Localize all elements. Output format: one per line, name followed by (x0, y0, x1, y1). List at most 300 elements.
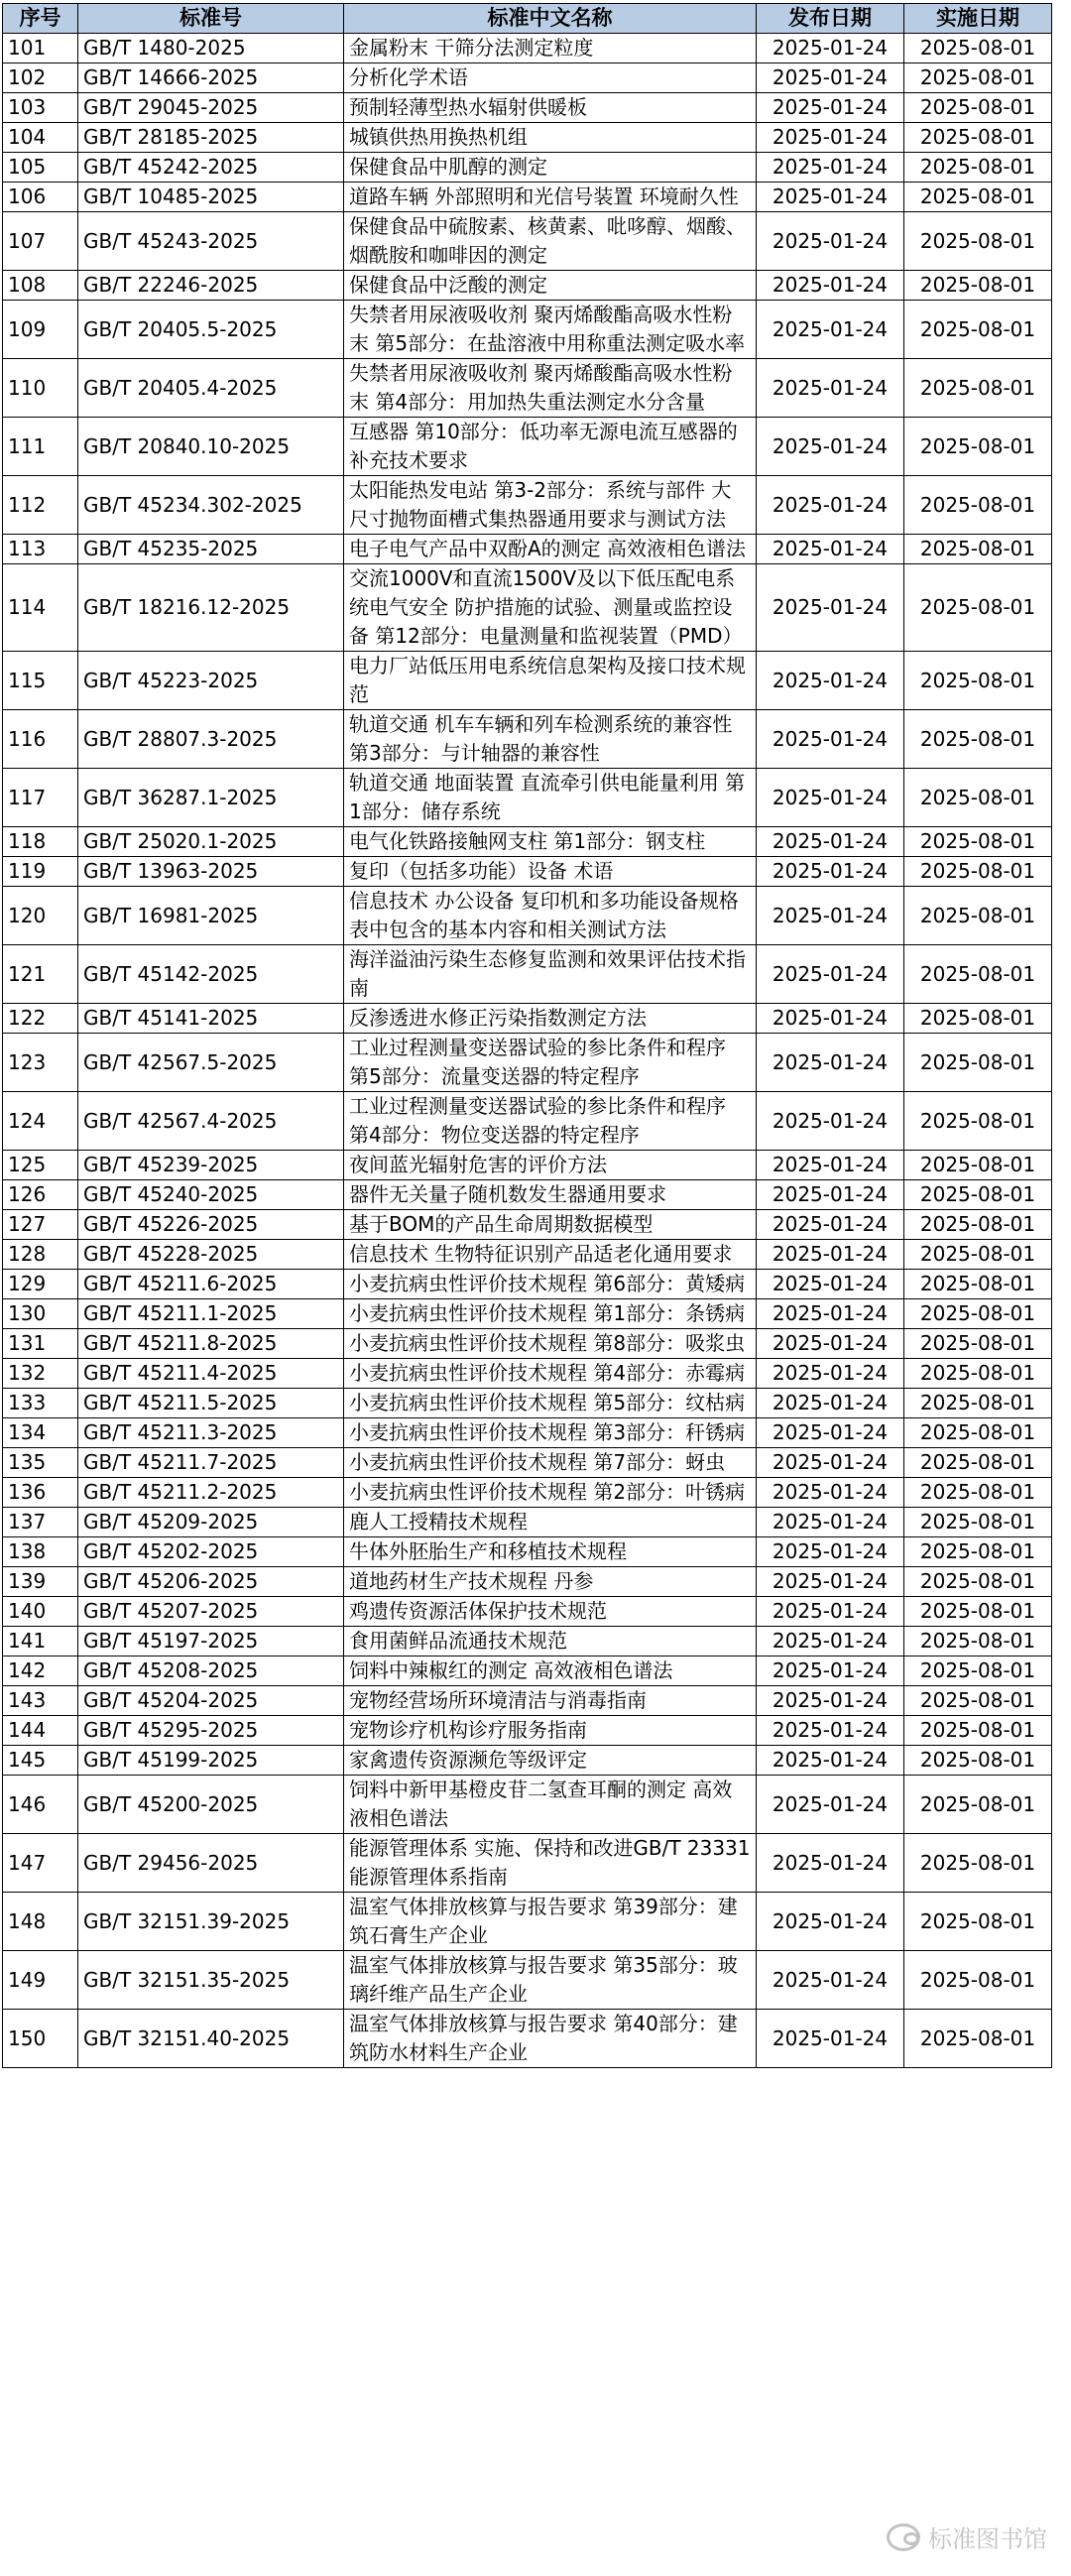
cell-standard-name: 交流1000V和直流1500V及以下低压配电系统电气安全 防护措施的试验、测量或监控设备 第12部分：电量测量和监视装置（PMD） (344, 564, 757, 652)
header-name: 标准中文名称 (344, 4, 757, 34)
cell-publish-date: 2025-01-24 (757, 710, 904, 769)
watermark (887, 2519, 1047, 2554)
cell-standard-code: GB/T 45226-2025 (78, 1210, 344, 1240)
cell-implement-date: 2025-08-01 (904, 183, 1052, 212)
cell-implement-date: 2025-08-01 (904, 1004, 1052, 1034)
cell-publish-date: 2025-01-24 (757, 1478, 904, 1508)
cell-standard-code: GB/T 45235-2025 (78, 535, 344, 564)
table-row (3, 183, 1052, 212)
cell-implement-date: 2025-08-01 (904, 1951, 1052, 2010)
cell-implement-date: 2025-08-01 (904, 769, 1052, 827)
cell-publish-date: 2025-01-24 (757, 1448, 904, 1478)
cell-standard-code: GB/T 45211.3-2025 (78, 1418, 344, 1448)
cell-implement-date: 2025-08-01 (904, 1746, 1052, 1776)
cell-standard-name: 小麦抗病虫性评价技术规程 第4部分：赤霉病 (344, 1359, 757, 1389)
cell-standard-code: GB/T 1480-2025 (78, 34, 344, 63)
cell-serial: 130 (3, 1299, 78, 1329)
cell-serial: 106 (3, 183, 78, 212)
cell-standard-name: 保健食品中硫胺素、核黄素、吡哆醇、烟酸、烟酰胺和咖啡因的测定 (344, 212, 757, 271)
cell-standard-code: GB/T 45142-2025 (78, 945, 344, 1004)
cell-standard-code: GB/T 45207-2025 (78, 1597, 344, 1627)
cell-standard-code: GB/T 45211.4-2025 (78, 1359, 344, 1389)
cell-publish-date: 2025-01-24 (757, 418, 904, 476)
cell-publish-date: 2025-01-24 (757, 123, 904, 153)
cell-implement-date: 2025-08-01 (904, 1034, 1052, 1092)
cell-standard-name: 鹿人工授精技术规程 (344, 1508, 757, 1537)
table-row (3, 123, 1052, 153)
cell-standard-name: 饲料中新甲基橙皮苷二氢查耳酮的测定 高效液相色谱法 (344, 1776, 757, 1834)
cell-standard-name: 小麦抗病虫性评价技术规程 第5部分：纹枯病 (344, 1389, 757, 1418)
table-row (3, 827, 1052, 857)
cell-publish-date: 2025-01-24 (757, 63, 904, 93)
cell-publish-date: 2025-01-24 (757, 93, 904, 123)
cell-standard-name: 分析化学术语 (344, 63, 757, 93)
cell-publish-date: 2025-01-24 (757, 857, 904, 887)
cell-serial: 101 (3, 34, 78, 63)
cell-publish-date: 2025-01-24 (757, 2010, 904, 2068)
cell-publish-date: 2025-01-24 (757, 1746, 904, 1776)
table-row (3, 1893, 1052, 1951)
standards-table (2, 3, 1052, 2068)
table-row (3, 301, 1052, 359)
cell-serial: 131 (3, 1329, 78, 1359)
cell-publish-date: 2025-01-24 (757, 1151, 904, 1180)
cell-publish-date: 2025-01-24 (757, 1686, 904, 1716)
cell-standard-code: GB/T 45239-2025 (78, 1151, 344, 1180)
cell-publish-date: 2025-01-24 (757, 1537, 904, 1567)
table-row (3, 1716, 1052, 1746)
cell-serial: 147 (3, 1834, 78, 1893)
header-serial: 序号 (3, 4, 78, 34)
table-row (3, 1508, 1052, 1537)
cell-implement-date: 2025-08-01 (904, 1180, 1052, 1210)
cell-standard-name: 反渗透进水修正污染指数测定方法 (344, 1004, 757, 1034)
cell-serial: 122 (3, 1004, 78, 1034)
cell-standard-code: GB/T 42567.5-2025 (78, 1034, 344, 1092)
cell-standard-code: GB/T 32151.35-2025 (78, 1951, 344, 2010)
table-row (3, 887, 1052, 945)
table-row (3, 93, 1052, 123)
cell-serial: 149 (3, 1951, 78, 2010)
cell-implement-date: 2025-08-01 (904, 1092, 1052, 1151)
table-row (3, 1151, 1052, 1180)
cell-serial: 124 (3, 1092, 78, 1151)
cell-standard-name: 城镇供热用换热机组 (344, 123, 757, 153)
cell-publish-date: 2025-01-24 (757, 1004, 904, 1034)
table-row (3, 1448, 1052, 1478)
cell-standard-code: GB/T 25020.1-2025 (78, 827, 344, 857)
cell-standard-code: GB/T 45211.7-2025 (78, 1448, 344, 1478)
cell-standard-name: 海洋溢油污染生态修复监测和效果评估技术指南 (344, 945, 757, 1004)
cell-implement-date: 2025-08-01 (904, 1656, 1052, 1686)
cell-publish-date: 2025-01-24 (757, 271, 904, 301)
cell-implement-date: 2025-08-01 (904, 1418, 1052, 1448)
cell-standard-name: 互感器 第10部分：低功率无源电流互感器的补充技术要求 (344, 418, 757, 476)
cell-serial: 129 (3, 1270, 78, 1299)
cell-implement-date: 2025-08-01 (904, 153, 1052, 183)
table-row (3, 769, 1052, 827)
cell-standard-code: GB/T 18216.12-2025 (78, 564, 344, 652)
cell-implement-date: 2025-08-01 (904, 652, 1052, 710)
cell-serial: 139 (3, 1567, 78, 1597)
table-row (3, 1329, 1052, 1359)
table-row (3, 153, 1052, 183)
cell-publish-date: 2025-01-24 (757, 1210, 904, 1240)
header-publish-date: 发布日期 (757, 4, 904, 34)
cell-publish-date: 2025-01-24 (757, 1627, 904, 1656)
cell-publish-date: 2025-01-24 (757, 1034, 904, 1092)
cell-serial: 128 (3, 1240, 78, 1270)
cell-implement-date: 2025-08-01 (904, 271, 1052, 301)
cell-standard-code: GB/T 45223-2025 (78, 652, 344, 710)
cell-standard-name: 温室气体排放核算与报告要求 第39部分：建筑石膏生产企业 (344, 1893, 757, 1951)
table-row (3, 2010, 1052, 2068)
cell-serial: 141 (3, 1627, 78, 1656)
cell-standard-code: GB/T 45141-2025 (78, 1004, 344, 1034)
table-row (3, 1270, 1052, 1299)
cell-implement-date: 2025-08-01 (904, 418, 1052, 476)
cell-publish-date: 2025-01-24 (757, 359, 904, 418)
cell-publish-date: 2025-01-24 (757, 1240, 904, 1270)
table-header (3, 4, 1052, 34)
table-row (3, 945, 1052, 1004)
cell-standard-name: 金属粉末 干筛分法测定粒度 (344, 34, 757, 63)
cell-standard-name: 轨道交通 机车车辆和列车检测系统的兼容性 第3部分：与计轴器的兼容性 (344, 710, 757, 769)
cell-publish-date: 2025-01-24 (757, 183, 904, 212)
cell-standard-name: 小麦抗病虫性评价技术规程 第6部分：黄矮病 (344, 1270, 757, 1299)
cell-serial: 138 (3, 1537, 78, 1567)
cell-implement-date: 2025-08-01 (904, 1151, 1052, 1180)
cell-publish-date: 2025-01-24 (757, 1092, 904, 1151)
cell-publish-date: 2025-01-24 (757, 1597, 904, 1627)
cell-standard-name: 小麦抗病虫性评价技术规程 第7部分：蚜虫 (344, 1448, 757, 1478)
cell-publish-date: 2025-01-24 (757, 476, 904, 535)
header-row (3, 4, 1052, 34)
cell-standard-name: 电气化铁路接触网支柱 第1部分：钢支柱 (344, 827, 757, 857)
cell-serial: 102 (3, 63, 78, 93)
cell-standard-code: GB/T 28807.3-2025 (78, 710, 344, 769)
cell-publish-date: 2025-01-24 (757, 153, 904, 183)
cell-standard-name: 能源管理体系 实施、保持和改进GB/T 23331能源管理体系指南 (344, 1834, 757, 1893)
cell-standard-code: GB/T 32151.40-2025 (78, 2010, 344, 2068)
cell-standard-code: GB/T 20840.10-2025 (78, 418, 344, 476)
table-row (3, 1092, 1052, 1151)
cell-serial: 125 (3, 1151, 78, 1180)
cell-standard-code: GB/T 22246-2025 (78, 271, 344, 301)
cell-standard-code: GB/T 45242-2025 (78, 153, 344, 183)
cell-implement-date: 2025-08-01 (904, 710, 1052, 769)
table-row (3, 1389, 1052, 1418)
cell-standard-code: GB/T 32151.39-2025 (78, 1893, 344, 1951)
cell-implement-date: 2025-08-01 (904, 212, 1052, 271)
table-row (3, 1686, 1052, 1716)
cell-serial: 123 (3, 1034, 78, 1092)
cell-serial: 148 (3, 1893, 78, 1951)
cell-implement-date: 2025-08-01 (904, 535, 1052, 564)
table-row (3, 1210, 1052, 1240)
cell-standard-name: 复印（包括多功能）设备 术语 (344, 857, 757, 887)
cell-standard-code: GB/T 45243-2025 (78, 212, 344, 271)
cell-implement-date: 2025-08-01 (904, 1478, 1052, 1508)
cell-standard-name: 预制轻薄型热水辐射供暖板 (344, 93, 757, 123)
cell-implement-date: 2025-08-01 (904, 1359, 1052, 1389)
table-row (3, 652, 1052, 710)
cell-standard-name: 小麦抗病虫性评价技术规程 第2部分：叶锈病 (344, 1478, 757, 1508)
table-row (3, 1359, 1052, 1389)
cell-serial: 103 (3, 93, 78, 123)
cell-serial: 140 (3, 1597, 78, 1627)
cell-serial: 126 (3, 1180, 78, 1210)
cell-implement-date: 2025-08-01 (904, 564, 1052, 652)
cell-implement-date: 2025-08-01 (904, 476, 1052, 535)
cell-implement-date: 2025-08-01 (904, 1448, 1052, 1478)
cell-publish-date: 2025-01-24 (757, 1270, 904, 1299)
table-row (3, 1951, 1052, 2010)
cell-implement-date: 2025-08-01 (904, 1776, 1052, 1834)
cell-standard-name: 道地药材生产技术规程 丹参 (344, 1567, 757, 1597)
cell-implement-date: 2025-08-01 (904, 1834, 1052, 1893)
cell-serial: 143 (3, 1686, 78, 1716)
cell-implement-date: 2025-08-01 (904, 1716, 1052, 1746)
cell-implement-date: 2025-08-01 (904, 1210, 1052, 1240)
watermark-text: 标准图书馆 (928, 2525, 1047, 2553)
cell-serial: 146 (3, 1776, 78, 1834)
cell-standard-code: GB/T 45211.5-2025 (78, 1389, 344, 1418)
cell-standard-code: GB/T 45211.1-2025 (78, 1299, 344, 1329)
cell-publish-date: 2025-01-24 (757, 945, 904, 1004)
cell-standard-name: 牛体外胚胎生产和移植技术规程 (344, 1537, 757, 1567)
cell-standard-name: 信息技术 办公设备 复印机和多功能设备规格表中包含的基本内容和相关测试方法 (344, 887, 757, 945)
cell-implement-date: 2025-08-01 (904, 1299, 1052, 1329)
cell-implement-date: 2025-08-01 (904, 1597, 1052, 1627)
cell-publish-date: 2025-01-24 (757, 1834, 904, 1893)
standards-table-container (2, 3, 1052, 2068)
table-row (3, 34, 1052, 63)
table-row (3, 63, 1052, 93)
table-body (3, 34, 1052, 2068)
cell-serial: 113 (3, 535, 78, 564)
cell-standard-code: GB/T 45211.8-2025 (78, 1329, 344, 1359)
cell-publish-date: 2025-01-24 (757, 535, 904, 564)
table-row (3, 1240, 1052, 1270)
cell-implement-date: 2025-08-01 (904, 1270, 1052, 1299)
cell-standard-name: 电力厂站低压用电系统信息架构及接口技术规范 (344, 652, 757, 710)
cell-publish-date: 2025-01-24 (757, 1951, 904, 2010)
cell-standard-name: 宠物诊疗机构诊疗服务指南 (344, 1716, 757, 1746)
cell-standard-name: 道路车辆 外部照明和光信号装置 环境耐久性 (344, 183, 757, 212)
cell-standard-name: 器件无关量子随机数发生器通用要求 (344, 1180, 757, 1210)
cell-publish-date: 2025-01-24 (757, 1418, 904, 1448)
cell-implement-date: 2025-08-01 (904, 857, 1052, 887)
cell-publish-date: 2025-01-24 (757, 1716, 904, 1746)
cell-serial: 109 (3, 301, 78, 359)
cell-implement-date: 2025-08-01 (904, 1389, 1052, 1418)
table-row (3, 1834, 1052, 1893)
cell-serial: 115 (3, 652, 78, 710)
cell-serial: 107 (3, 212, 78, 271)
table-row (3, 271, 1052, 301)
cell-standard-name: 工业过程测量变送器试验的参比条件和程序 第4部分：物位变送器的特定程序 (344, 1092, 757, 1151)
cell-publish-date: 2025-01-24 (757, 769, 904, 827)
cell-serial: 114 (3, 564, 78, 652)
cell-standard-code: GB/T 45206-2025 (78, 1567, 344, 1597)
cell-serial: 110 (3, 359, 78, 418)
cell-serial: 118 (3, 827, 78, 857)
cell-implement-date: 2025-08-01 (904, 1508, 1052, 1537)
cell-serial: 121 (3, 945, 78, 1004)
cell-serial: 150 (3, 2010, 78, 2068)
table-row (3, 1627, 1052, 1656)
cell-serial: 142 (3, 1656, 78, 1686)
cell-implement-date: 2025-08-01 (904, 827, 1052, 857)
table-row (3, 710, 1052, 769)
cell-publish-date: 2025-01-24 (757, 301, 904, 359)
table-row (3, 1004, 1052, 1034)
cell-implement-date: 2025-08-01 (904, 1537, 1052, 1567)
cell-standard-name: 基于BOM的产品生命周期数据模型 (344, 1210, 757, 1240)
cell-standard-code: GB/T 16981-2025 (78, 887, 344, 945)
cell-implement-date: 2025-08-01 (904, 1240, 1052, 1270)
cell-serial: 144 (3, 1716, 78, 1746)
cell-standard-code: GB/T 45211.2-2025 (78, 1478, 344, 1508)
cell-standard-code: GB/T 45209-2025 (78, 1508, 344, 1537)
cell-standard-code: GB/T 29456-2025 (78, 1834, 344, 1893)
table-row (3, 212, 1052, 271)
cell-publish-date: 2025-01-24 (757, 1508, 904, 1537)
cell-standard-name: 温室气体排放核算与报告要求 第35部分：玻璃纤维产品生产企业 (344, 1951, 757, 2010)
table-row (3, 359, 1052, 418)
table-row (3, 1776, 1052, 1834)
table-row (3, 1034, 1052, 1092)
cell-serial: 136 (3, 1478, 78, 1508)
cell-standard-name: 宠物经营场所环境清洁与消毒指南 (344, 1686, 757, 1716)
cell-standard-code: GB/T 45240-2025 (78, 1180, 344, 1210)
cell-implement-date: 2025-08-01 (904, 63, 1052, 93)
cell-standard-name: 失禁者用尿液吸收剂 聚丙烯酸酯高吸水性粉末 第5部分：在盐溶液中用称重法测定吸水率 (344, 301, 757, 359)
cell-implement-date: 2025-08-01 (904, 1893, 1052, 1951)
cell-standard-name: 饲料中辣椒红的测定 高效液相色谱法 (344, 1656, 757, 1686)
cell-standard-code: GB/T 45208-2025 (78, 1656, 344, 1686)
cell-publish-date: 2025-01-24 (757, 1776, 904, 1834)
cell-implement-date: 2025-08-01 (904, 34, 1052, 63)
cell-implement-date: 2025-08-01 (904, 301, 1052, 359)
cell-standard-code: GB/T 14666-2025 (78, 63, 344, 93)
cell-standard-code: GB/T 20405.4-2025 (78, 359, 344, 418)
table-row (3, 857, 1052, 887)
cell-publish-date: 2025-01-24 (757, 564, 904, 652)
cell-implement-date: 2025-08-01 (904, 887, 1052, 945)
cell-serial: 116 (3, 710, 78, 769)
cell-serial: 108 (3, 271, 78, 301)
cell-standard-code: GB/T 20405.5-2025 (78, 301, 344, 359)
cell-publish-date: 2025-01-24 (757, 1893, 904, 1951)
cell-serial: 117 (3, 769, 78, 827)
table-row (3, 1746, 1052, 1776)
cell-standard-code: GB/T 45200-2025 (78, 1776, 344, 1834)
cell-implement-date: 2025-08-01 (904, 1567, 1052, 1597)
cell-standard-code: GB/T 45204-2025 (78, 1686, 344, 1716)
cell-standard-name: 小麦抗病虫性评价技术规程 第8部分：吸浆虫 (344, 1329, 757, 1359)
cell-implement-date: 2025-08-01 (904, 1686, 1052, 1716)
cell-implement-date: 2025-08-01 (904, 1627, 1052, 1656)
cell-standard-name: 夜间蓝光辐射危害的评价方法 (344, 1151, 757, 1180)
cell-publish-date: 2025-01-24 (757, 34, 904, 63)
cell-publish-date: 2025-01-24 (757, 1180, 904, 1210)
cell-implement-date: 2025-08-01 (904, 359, 1052, 418)
cell-standard-name: 食用菌鲜品流通技术规范 (344, 1627, 757, 1656)
cell-serial: 104 (3, 123, 78, 153)
cell-serial: 134 (3, 1418, 78, 1448)
table-row (3, 1478, 1052, 1508)
cell-standard-name: 电子电气产品中双酚A的测定 高效液相色谱法 (344, 535, 757, 564)
cell-standard-code: GB/T 45197-2025 (78, 1627, 344, 1656)
cell-standard-name: 信息技术 生物特征识别产品适老化通用要求 (344, 1240, 757, 1270)
cell-serial: 133 (3, 1389, 78, 1418)
cell-implement-date: 2025-08-01 (904, 2010, 1052, 2068)
cell-standard-code: GB/T 45199-2025 (78, 1746, 344, 1776)
cell-standard-code: GB/T 45295-2025 (78, 1716, 344, 1746)
table-row (3, 1180, 1052, 1210)
cell-publish-date: 2025-01-24 (757, 1656, 904, 1686)
cell-standard-name: 温室气体排放核算与报告要求 第40部分：建筑防水材料生产企业 (344, 2010, 757, 2068)
cell-implement-date: 2025-08-01 (904, 945, 1052, 1004)
wechat-icon (887, 2523, 920, 2551)
cell-standard-name: 保健食品中肌醇的测定 (344, 153, 757, 183)
table-row (3, 1418, 1052, 1448)
cell-serial: 127 (3, 1210, 78, 1240)
cell-serial: 132 (3, 1359, 78, 1389)
cell-serial: 119 (3, 857, 78, 887)
cell-serial: 111 (3, 418, 78, 476)
cell-standard-code: GB/T 10485-2025 (78, 183, 344, 212)
cell-publish-date: 2025-01-24 (757, 652, 904, 710)
table-row (3, 564, 1052, 652)
table-row (3, 1567, 1052, 1597)
cell-publish-date: 2025-01-24 (757, 1299, 904, 1329)
table-row (3, 1537, 1052, 1567)
cell-standard-code: GB/T 13963-2025 (78, 857, 344, 887)
cell-publish-date: 2025-01-24 (757, 1359, 904, 1389)
table-row (3, 1299, 1052, 1329)
cell-publish-date: 2025-01-24 (757, 827, 904, 857)
cell-standard-code: GB/T 36287.1-2025 (78, 769, 344, 827)
table-row (3, 418, 1052, 476)
cell-standard-name: 工业过程测量变送器试验的参比条件和程序 第5部分：流量变送器的特定程序 (344, 1034, 757, 1092)
cell-serial: 105 (3, 153, 78, 183)
cell-serial: 135 (3, 1448, 78, 1478)
cell-standard-name: 保健食品中泛酸的测定 (344, 271, 757, 301)
table-row (3, 1656, 1052, 1686)
header-code: 标准号 (78, 4, 344, 34)
cell-standard-code: GB/T 45202-2025 (78, 1537, 344, 1567)
header-implement-date: 实施日期 (904, 4, 1052, 34)
cell-publish-date: 2025-01-24 (757, 1329, 904, 1359)
cell-standard-code: GB/T 28185-2025 (78, 123, 344, 153)
cell-standard-code: GB/T 29045-2025 (78, 93, 344, 123)
cell-standard-name: 家禽遗传资源濒危等级评定 (344, 1746, 757, 1776)
table-row (3, 1597, 1052, 1627)
cell-standard-name: 小麦抗病虫性评价技术规程 第1部分：条锈病 (344, 1299, 757, 1329)
cell-publish-date: 2025-01-24 (757, 887, 904, 945)
cell-publish-date: 2025-01-24 (757, 1567, 904, 1597)
cell-standard-name: 鸡遗传资源活体保护技术规范 (344, 1597, 757, 1627)
cell-standard-code: GB/T 42567.4-2025 (78, 1092, 344, 1151)
cell-standard-name: 轨道交通 地面装置 直流牵引供电能量利用 第1部分：储存系统 (344, 769, 757, 827)
cell-serial: 120 (3, 887, 78, 945)
table-row (3, 535, 1052, 564)
table-row (3, 476, 1052, 535)
cell-standard-code: GB/T 45228-2025 (78, 1240, 344, 1270)
